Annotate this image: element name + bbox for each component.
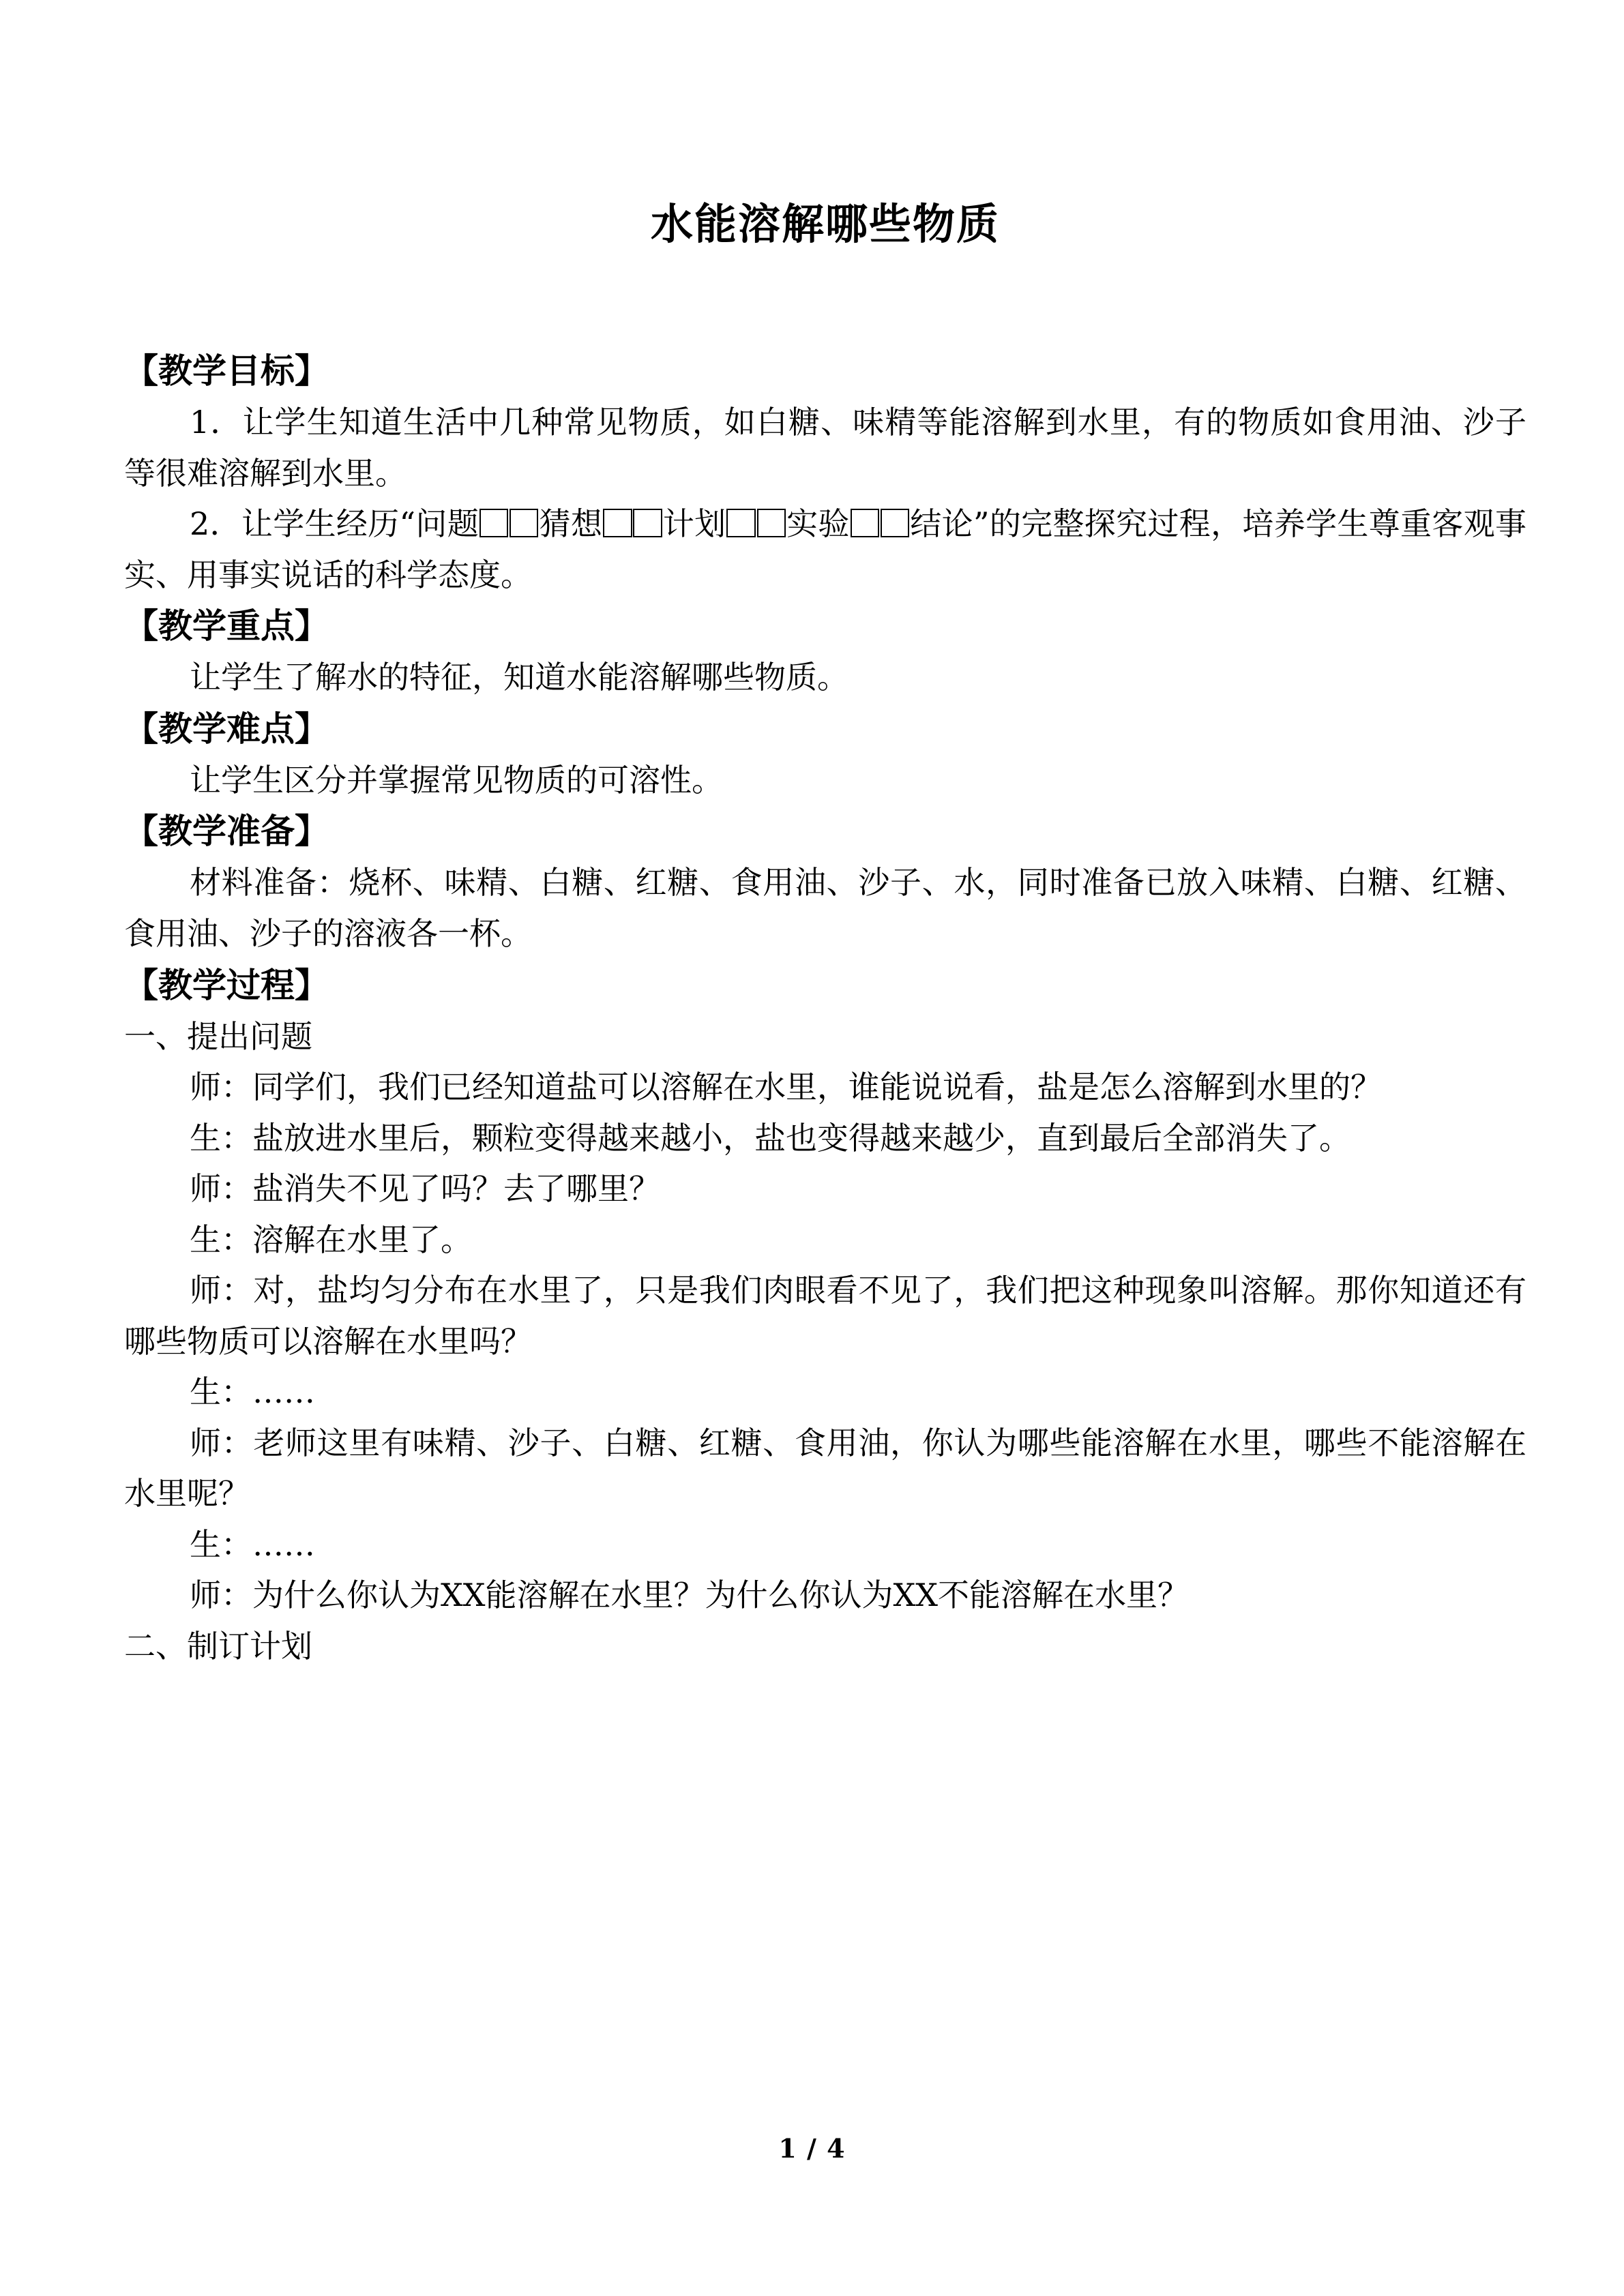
section-heading-teaching-goals: 【教学目标】 [124,351,329,391]
dialogue-line: 生：溶解在水里了。 [190,1221,472,1258]
title-spacer [124,250,1526,345]
dialogue-line: 师：对，盐均匀分布在水里了，只是我们肉眼看不见了，我们把这种现象叫溶解。那你知道还有哪些物质可以溶解在水里吗？ [124,1272,1526,1360]
dialogue-line: 生：…… [190,1373,315,1411]
missing-glyph-box [510,509,538,537]
process-step-two: 二、制订计划 [124,1627,312,1665]
section-heading-difficulties: 【教学难点】 [124,708,329,749]
dialogue-line: 生：盐放进水里后，颗粒变得越来越小，盐也变得越来越少，直到最后全部消失了。 [190,1119,1350,1157]
missing-glyph-box [757,509,786,537]
missing-glyph-box [851,509,879,537]
dialogue-line: 师：同学们，我们已经知道盐可以溶解在水里，谁能说说看，盐是怎么溶解到水里的？ [190,1069,1382,1106]
preparation-text: 材料准备：烧杯、味精、白糖、红糖、食用油、沙子、水，同时准备已放入味精、白糖、红糖、食用油、沙子的溶液各一杯。 [124,864,1526,952]
page-number-footer: 1 / 4 [778,2133,846,2164]
goal-item-1: 1．让学生知道生活中几种常见物质，如白糖、味精等能溶解到水里，有的物质如食用油、沙子等很难溶解到水里。 [124,404,1526,492]
dialogue-line: 生：…… [190,1525,315,1563]
missing-glyph-box [881,509,909,537]
difficulties-text: 让学生区分并掌握常见物质的可溶性。 [190,761,723,799]
dialogue-line: 师：盐消失不见了吗？去了哪里？ [190,1170,660,1208]
page-title: 水能溶解哪些物质 [650,199,1000,249]
section-heading-key-points: 【教学重点】 [124,606,329,646]
section-heading-teaching-process: 【教学过程】 [124,964,329,1005]
dialogue-line: 师：老师这里有味精、沙子、白糖、红糖、食用油，你认为哪些能溶解在水里，哪些不能溶解在水里呢？ [124,1424,1526,1512]
section-heading-preparation: 【教学准备】 [124,811,329,852]
key-points-text: 让学生了解水的特征，知道水能溶解哪些物质。 [190,659,848,696]
goal-item-2: 2．让学生经历“问题 猜想 计划 实验 结论”的完整探究过程，培养学生尊重客观事实、用事实说话的科学态度。 [124,505,1527,593]
process-step-one: 一、提出问题 [124,1017,312,1055]
missing-glyph-box [603,509,632,537]
missing-glyph-box [633,509,662,537]
dialogue-line: 师：为什么你认为XX能溶解在水里？为什么你认为XX不能溶解在水里？ [190,1577,1189,1614]
missing-glyph-box [726,509,755,537]
page-content [124,0,1526,1671]
missing-glyph-box [479,509,508,537]
